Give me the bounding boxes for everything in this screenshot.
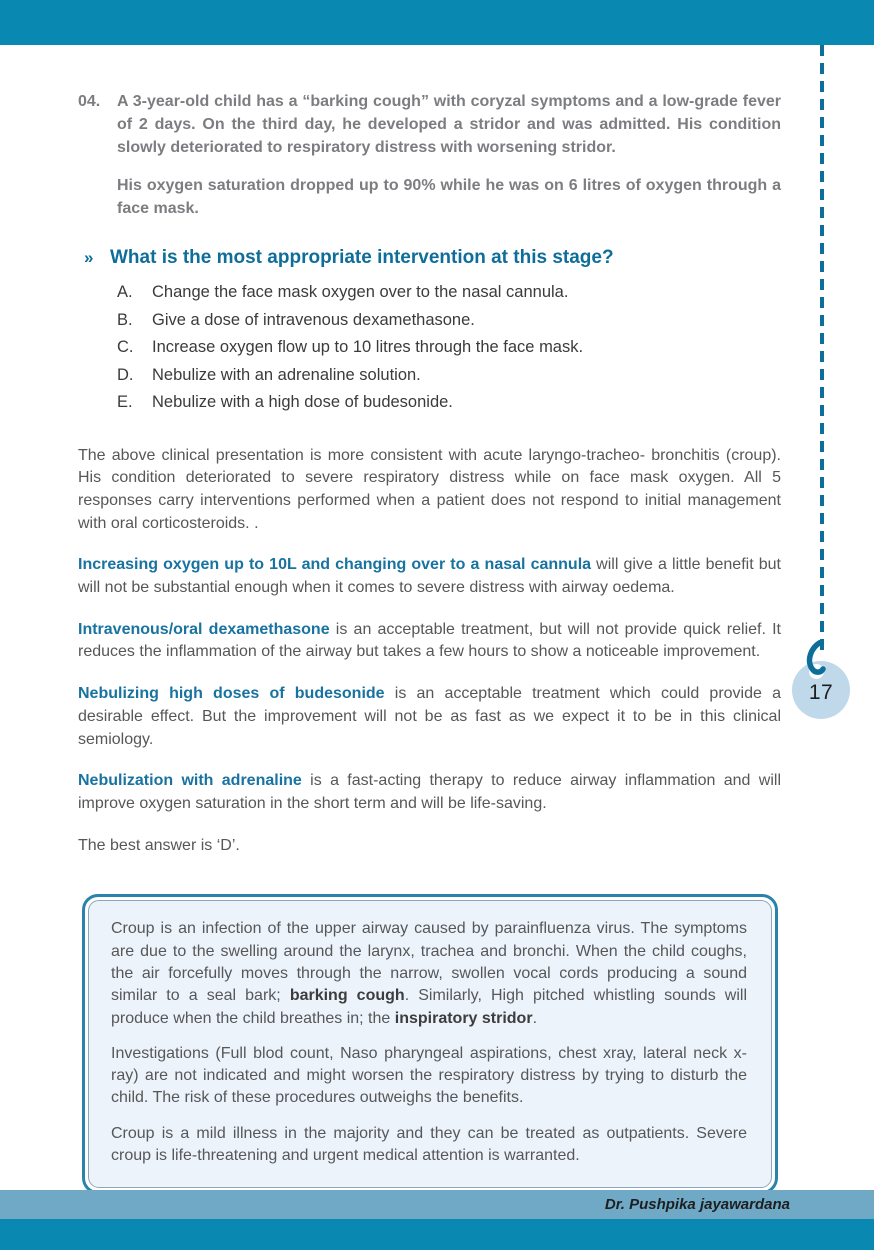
chevron-marker-icon: » <box>84 248 94 267</box>
explanation-paragraph-1: The above clinical presentation is more consistent with acute laryngo-tracheo- bronchitis (croup). His condition deteriorated to severe respiratory distress while on face mask oxygen. All 5 responses carry interventions performed when a patient does not respond to initial management with oral corticosteroids. . <box>78 446 781 532</box>
info-1-a: Croup is an infection of the upper airway caused by parainfluenza virus. The symptoms are due to the swelling around the larynx, trachea and bronchi. When the child coughs, the air forcefully moves through the narrow, swollen vocal cords producing a sound similar to a seal bark; <box>111 920 747 1005</box>
explanation-paragraph-5 <box>78 770 781 815</box>
option-b-text: Give a dose of intravenous dexamethasone. <box>152 310 475 329</box>
explanation-paragraph-4 <box>78 683 781 751</box>
page-number-tag <box>792 661 850 719</box>
info-box-inner <box>88 900 772 1188</box>
option-a <box>117 279 781 307</box>
option-e-text: Nebulize with a high dose of budesonide. <box>152 393 453 411</box>
explanation-3-rest: is an acceptable treatment, but will not provide quick relief. It reduces the inflammation of the airway but takes a few hours to show a noticeable improvement. <box>78 620 782 661</box>
explanation-4-lead: Nebulizing high doses of budesonide <box>78 685 385 703</box>
explanation-paragraph-2 <box>78 554 781 599</box>
explanation-3-lead: Intravenous/oral dexamethasone <box>78 620 330 638</box>
page-content <box>78 90 781 1194</box>
top-bar <box>0 0 874 45</box>
option-d <box>117 362 781 390</box>
option-c-letter: C. <box>117 338 134 356</box>
options-list <box>117 279 781 417</box>
option-b-letter: B. <box>117 310 133 329</box>
explanation-2-lead: Increasing oxygen up to 10L and changing over to a nasal cannula <box>78 556 592 574</box>
explanation-5-lead: Nebulization with adrenaline <box>78 772 302 790</box>
info-box-paragraph-3: Croup is a mild illness in the majority and they can be treated as outpatients. Severe croup is life-threatening and urgent medical attention is warranted. <box>111 1124 747 1165</box>
question-prompt <box>78 245 781 271</box>
question-block <box>78 90 781 159</box>
dashed-divider-line <box>820 45 824 653</box>
footer-bottom-bar <box>0 1219 874 1250</box>
question-number: 04. <box>78 93 101 110</box>
question-block-2 <box>78 174 781 220</box>
tag-hook-icon <box>800 640 834 682</box>
option-c <box>117 334 781 362</box>
info-1-bold-barking-cough: barking cough <box>289 987 405 1005</box>
info-1-b: . Similarly, High pitched whistling sounds will produce when the child breathes in; the <box>111 987 748 1027</box>
info-1-c: . <box>532 1009 538 1027</box>
explanation-paragraph-3 <box>78 619 781 664</box>
question-number-spacer <box>78 174 117 220</box>
page-number: 17 <box>808 681 834 704</box>
question-text-2: His oxygen saturation dropped up to 90% while he was on 6 litres of oxygen through a face mask. <box>117 177 781 217</box>
footer-author-name: Dr. Pushpika jayawardana <box>604 1196 790 1213</box>
footer-author-bar <box>0 1190 874 1219</box>
info-1-bold-inspiratory-stridor: inspiratory stridor <box>394 1009 533 1027</box>
explanation-2-rest: will give a little benefit but will not be substantial enough when it comes to severe distress with airway oedema. <box>78 556 782 597</box>
option-e-letter: E. <box>117 393 133 411</box>
best-answer-line: The best answer is ‘D’. <box>78 836 240 854</box>
option-d-letter: D. <box>117 365 134 384</box>
explanation-4-rest: is an acceptable treatment which could provide a desirable effect. But the improvement will not be as fast as we expect it to be in this clinical semiology. <box>78 685 781 748</box>
explanation-5-rest: is a fast-acting therapy to reduce airway inflammation and will improve oxygen saturation in the short term and will be life-saving. <box>78 772 782 812</box>
info-box <box>82 894 778 1194</box>
info-box-paragraph-1 <box>111 918 747 1029</box>
option-b <box>117 307 781 335</box>
option-a-text: Change the face mask oxygen over to the nasal cannula. <box>152 283 569 301</box>
info-box-paragraph-2: Investigations (Full blod count, Naso pharyngeal aspirations, chest xray, lateral neck x-ray) are not indicated and might worsen the respiratory distress by trying to disturb the child. The risk of these procedures outweighs the benefits. <box>111 1044 747 1107</box>
question-prompt-text: What is the most appropriate intervention at this stage? <box>110 247 614 268</box>
question-text-1: A 3-year-old child has a “barking cough” with coryzal symptoms and a low-grade fever of 2 days. On the third day, he developed a stridor and was admitted. His condition slowly deteriorated to respiratory distress with worsening stridor. <box>117 93 781 156</box>
option-a-letter: A. <box>117 283 133 301</box>
option-c-text: Increase oxygen flow up to 10 litres through the face mask. <box>152 338 584 356</box>
option-d-text: Nebulize with an adrenaline solution. <box>152 365 421 384</box>
option-e <box>117 389 781 417</box>
